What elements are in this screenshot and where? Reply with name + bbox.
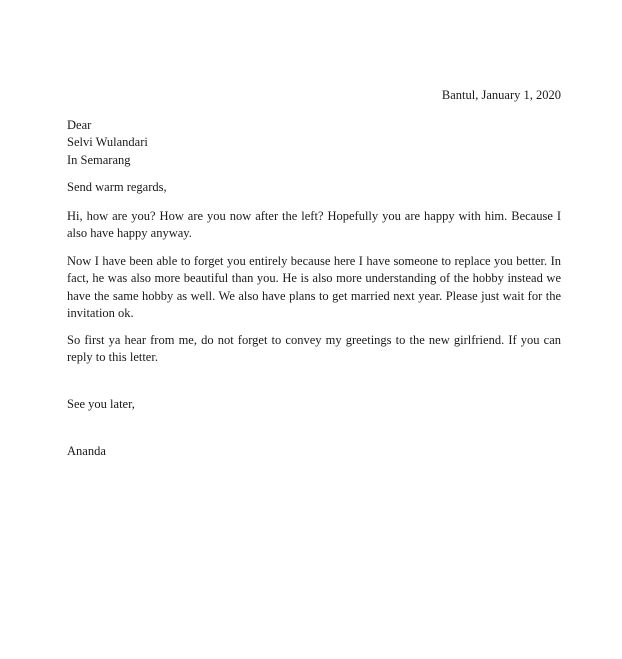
closing-line: See you later, [67, 397, 135, 411]
body-paragraph-2: Now I have been able to forget you entirely because here I have someone to replace you better. In fact, he was also more beautiful than you. He is also more understanding of the hobby instead we have the same hobby as well. We also have plans to get married next year. Please just wait for the invitation ok. [67, 254, 561, 321]
opening-greeting: Send warm regards, [67, 180, 167, 194]
body-paragraph-3: So first ya hear from me, do not forget to convey my greetings to the new girlfriend. If you can reply to this letter. [67, 333, 561, 365]
signature: Ananda [67, 444, 106, 458]
recipient-address [67, 117, 561, 169]
body-paragraph-1: Hi, how are you? How are you now after the left? Hopefully you are happy with him. Because I also have happy anyway. [67, 209, 561, 241]
recipient-location: In Semarang [67, 152, 131, 167]
letter-date: Bantul, January 1, 2020 [441, 88, 561, 102]
salutation: Dear [67, 118, 92, 132]
recipient-name: Selvi Wulandari [67, 135, 148, 150]
